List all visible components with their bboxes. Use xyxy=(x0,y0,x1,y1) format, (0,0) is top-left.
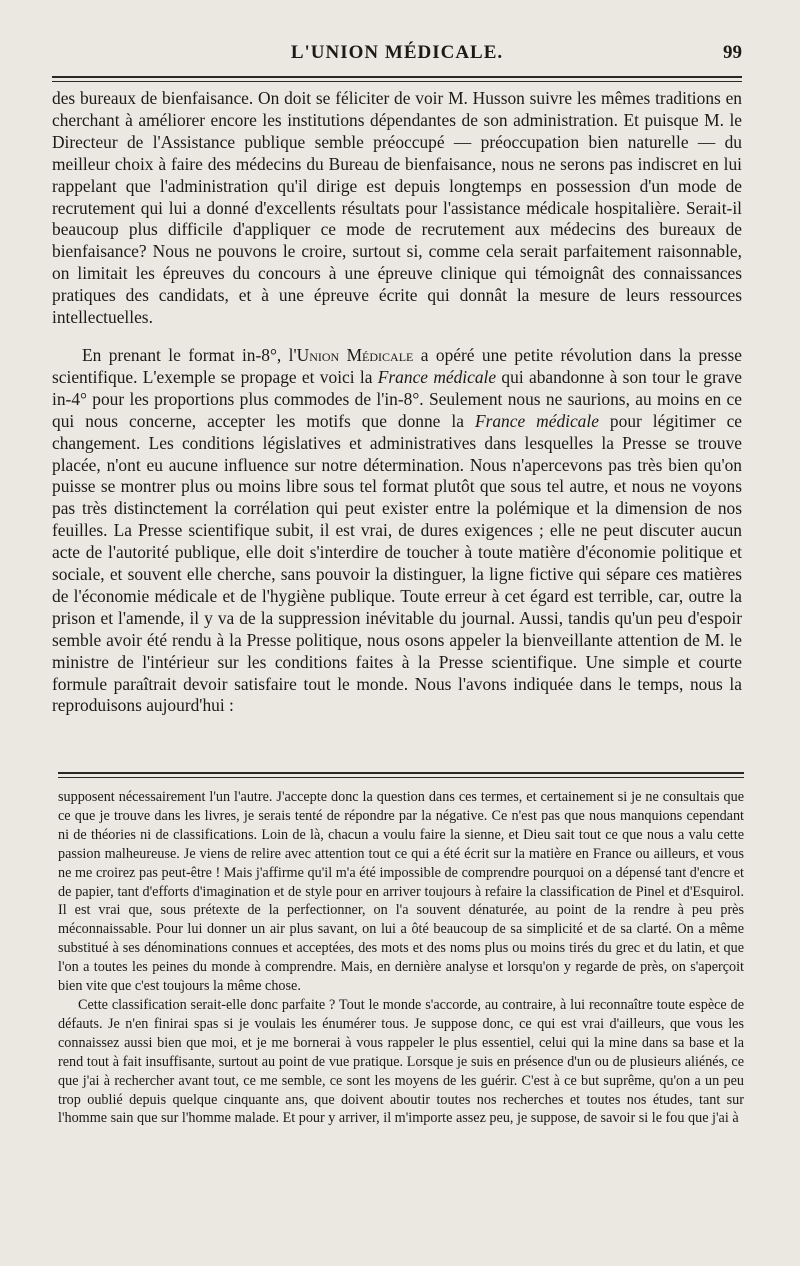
text-run: pour légitimer ce changement. Les conditions législatives et administratives dans lesquelles la Presse se trouve placée, n'ont eu aucune influence sur notre détermination. Nous n'apercevons pas très bien qu'on puisse se montrer plus ou moins libre sous tel format plutôt que sous tel autre, et nous ne voyons pas très distinctement la corrélation qui peut exister entre la polémique et la dimension de nos feuilles. La Presse scientifique subit, il est vrai, de dures exigences ; elle ne peut discuter aucun acte de l'autorité publique, elle doit s'interdire de toucher à toute matière d'économie politique et sociale, et souvent elle cherche, sans pouvoir la distinguer, la ligne fictive qui sépare ces matières de l'économie médicale et de l'hygiène publique. Toute erreur à cet égard est terrible, car, outre la prison et l'amende, il y va de la suppression inévitable du journal. Aussi, tandis qu'un peu d'espoir semble avoir été rendu à la Presse politique, nous osons appeler la bienveillante attention de M. le ministre de l'intérieur sur les conditions faites à la Presse scientifique. Une simple et courte formule paraîtrait devoir satisfaire tout le monde. Nous l'avons indiquée dans le temps, nous la reproduisons aujourd'hui : xyxy=(52,410,743,716)
text-run: a opéré une petite révolution dans la presse scientifique. L'exemple se propage et voici la xyxy=(52,344,743,387)
journal-name: France médicale xyxy=(377,366,497,387)
footnote-paragraph: Cette classification serait-elle donc parfaite ? Tout le monde s'accorde, au contraire, à lui reconnaître toute espèce de défauts. Je n'en finirai spas si je voulais les énumérer tous. Je suppose donc, ce qui est vrai d'ailleurs, que vous les connaissez aussi bien que moi, et je me bornerai à vous rappeler le plus essentiel, celui qui la mine dans sa base et la rend tout à fait insuffisante, surtout au point de vue pratique. Lorsque je suis en présence d'un ou de plusieurs aliénés, ce que j'ai à rechercher avant tout, ce me semble, ce sont les moyens de les guérir. C'est à ce but suprême, qu'on a un peu trop oublié depuis quelque cinquante ans, que doivent aboutir toutes nos recherches et toutes nos études, tant sur l'homme sain que sur l'homme malade. Et pour y arriver, il m'importe assez peu, je suppose, de savoir si le fou que j'ai à xyxy=(58,996,744,1127)
header-rule-thin xyxy=(52,81,742,82)
paragraph xyxy=(52,345,742,717)
page-header xyxy=(52,40,742,70)
footnote-paragraph: supposent nécessairement l'un l'autre. J'accepte donc la question dans ces termes, et certainement si je ne consultais que ce que je trouve dans les livres, je serais tenté de répondre par la négative. Ce n'est pas que nous manquions cependant ni de théories ni de classifications. Loin de là, chacun a voulu faire la sienne, et Dieu sait tout ce que nous a valu cette passion malheureuse. Je viens de relire avec attention tout ce qui a été écrit sur la matière en France ou ailleurs, et vous ne me croirez pas peut-être ! Mais j'affirme qu'il m'a été impossible de comprendre pourquoi on a dépensé tant d'encre et de papier, tant d'efforts d'imagination et de style pour en arriver toujours à refaire la classification de Pinel et d'Esquirol. Il est vrai que, sous prétexte de la perfectionner, on l'a souvent dénaturée, au point de la rendre à peu près méconnaissable. Pour lui donner un air plus savant, on lui a ôté beaucoup de sa simplicité et de sa clarté. On a même substitué à ses dénominations connues et acceptées, des mots et des noms plus ou moins tirés du grec et du latin, et que l'on a toutes les peines du monde à comprendre. Mais, en dernière analyse et lorsqu'on y regarde de près, on s'aperçoit bien vite que c'est toujours la même chose. xyxy=(58,789,744,995)
text-run: En prenant le format in-8°, l' xyxy=(82,344,297,365)
footnote-rule xyxy=(58,772,744,774)
text-run: qui abandonne à son tour le grave in-4° pour les proportions plus commodes de l'in-8°. Seulement nous ne saurions, au moins en ce qui nous concerne, accepter les motifs que donne la xyxy=(52,366,742,431)
header-rule xyxy=(52,76,742,78)
journal-name: Union Médicale xyxy=(296,344,414,365)
footnote-rule-thin xyxy=(58,777,744,778)
page-number: 99 xyxy=(723,42,742,63)
paragraph: des bureaux de bienfaisance. On doit se féliciter de voir M. Husson suivre les mêmes traditions en cherchant à améliorer encore les institutions dépendantes de son administration. Et puisque M. le Directeur de l'Assistance publique semble préoccupé — préoccupation bien naturelle — du meilleur choix à faire des médecins du Bureau de bienfaisance, nous ne serons pas indiscret en lui rappelant que l'administration qu'il dirige est depuis longtemps en possession d'un mode de recrutement qui lui a donné d'excellents résultats pour l'assistance médicale hospitalière. Serait-il beaucoup plus difficile d'appliquer ce mode de recrutement aux médecins des bureaux de bienfaisance? Nous ne pouvons le croire, surtout si, comme cela serait parfaitement raisonnable, on limitait les épreuves du concours à une épreuve clinique qui témoignât des connaissances pratiques des candidats, et à une épreuve écrite qui donnât la mesure de leurs ressources intellectuelles. xyxy=(52,88,742,328)
footnote-text xyxy=(58,788,744,1128)
running-title: L'UNION MÉDICALE. xyxy=(290,42,504,63)
journal-name: France médicale xyxy=(474,410,599,431)
main-text xyxy=(52,88,742,717)
